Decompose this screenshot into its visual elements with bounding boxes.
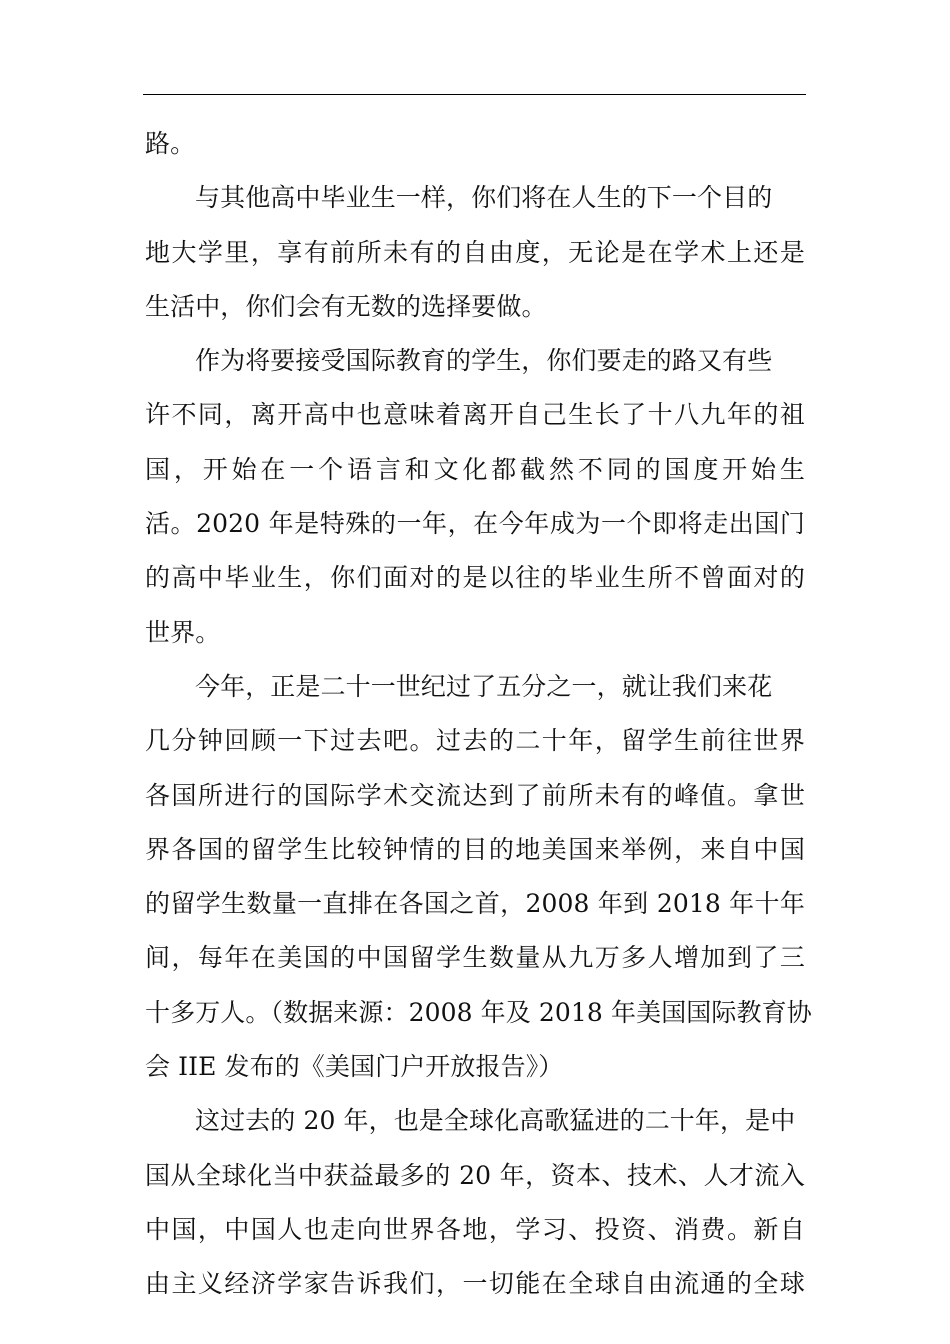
text-line: 这过去的 20 年，也是全球化高歌猛进的二十年，是中 [195,1106,796,1136]
body-text [145,117,812,1312]
text-line: 间，每年在美国的中国留学生数量从九万多人增加到了三 [145,943,805,973]
text-line: 世界。 [145,617,221,647]
text-line: 作为将要接受国际教育的学生，你们要走的路又有些 [195,346,773,376]
text-line: 许不同，离开高中也意味着离开自己生长了十八九年的祖 [145,400,805,430]
text-line: 由主义经济学家告诉我们，一切能在全球自由流通的全球 [145,1269,805,1299]
text-line: 活。2020 年是特殊的一年，在今年成为一个即将走出国门 [145,509,805,539]
text-line: 地大学里，享有前所未有的自由度，无论是在学术上还是 [145,237,805,267]
header-rule [143,94,806,95]
text-line: 国，开始在一个语言和文化都截然不同的国度开始生 [145,454,805,484]
text-line: 会 IIE 发布的《美国门户开放报告》） [145,1052,564,1082]
text-line: 路。 [145,129,196,158]
text-line: 今年，正是二十一世纪过了五分之一，就让我们来花 [195,671,773,701]
text-line: 各国所进行的国际学术交流达到了前所未有的峰值。拿世 [145,780,805,810]
text-line: 十多万人。（数据来源：2008 年及 2018 年美国国际教育协 [145,997,812,1027]
text-line: 国从全球化当中获益最多的 20 年，资本、技术、人才流入 [145,1160,805,1190]
text-line: 与其他高中毕业生一样，你们将在人生的下一个目的 [195,183,773,213]
text-line: 的留学生数量一直排在各国之首，2008 年到 2018 年十年 [145,889,805,919]
text-line: 几分钟回顾一下过去吧。过去的二十年，留学生前往世界 [145,726,805,756]
text-line: 生活中，你们会有无数的选择要做。 [145,291,547,321]
text-line: 的高中毕业生，你们面对的是以往的毕业生所不曾面对的 [145,563,805,593]
text-line: 中国，中国人也走向世界各地，学习、投资、消费。新自 [145,1214,805,1244]
text-line: 界各国的留学生比较钟情的目的地美国来举例，来自中国 [145,834,805,864]
